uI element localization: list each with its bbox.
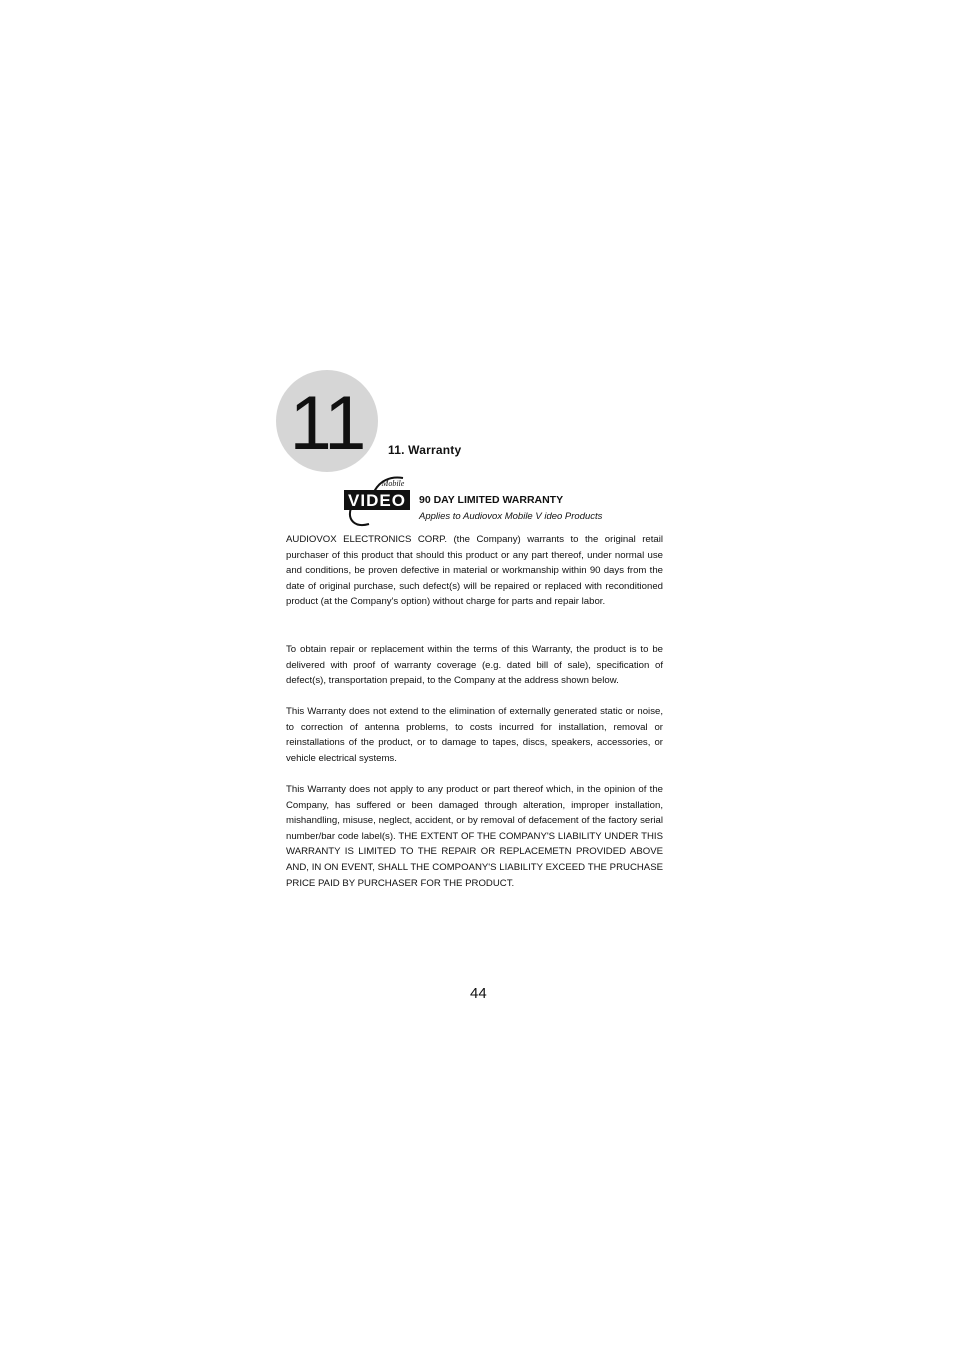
page-number: 44 (470, 985, 487, 1002)
section-heading: 11. Warranty (388, 443, 462, 457)
warranty-paragraph-coverage: AUDIOVOX ELECTRONICS CORP. (the Company) warrants to the original retail purchaser of this product that should this product or any part thereof, under normal use and conditions, be proven defective in material or workmanship within 90 days from the date of original purchase, such defect(s) will be repaired or replaced with reconditioned product (at the Company's option) without charge for parts and repair labor. (286, 534, 663, 608)
warranty-paragraph-repair: To obtain repair or replacement within the terms of this Warranty, the product is to be delivered with proof of warranty coverage (e.g. dated bill of sale), specification of defect(s), transportation prepaid, to the Company at the address shown below. (286, 644, 663, 687)
logo-cursive: Mobile (381, 479, 405, 488)
warranty-subtitle: Applies to Audiovox Mobile V ideo Products (419, 511, 603, 522)
warranty-paragraph-liability: This Warranty does not apply to any product or part thereof which, in the opinion of the Company, has suffered or been damaged through alteration, improper installation, mishandling, misuse, neglect, accident, or by removal of defacement of the factory serial number/bar code label(s). THE EXTENT OF THE COMPANY'S LIABILITY UNDER THIS WARRANTY IS LIMITED TO THE REPAIR OR REPLACEMETN PROVIDED ABOVE AND, IN ON EVENT, SHALL THE COMPOANY'S LIABILITY EXCEED THE PRUCHASE PRICE PAID BY PURCHASER FOR THE PRODUCT. (286, 784, 663, 889)
video-logo-icon (343, 474, 411, 528)
warranty-paragraph-exclusions: This Warranty does not extend to the elimination of externally generated static or noise, to correction of antenna problems, to costs incurred for installation, removal or reinstallations of the product, or to damage to tapes, discs, speakers, accessories, or vehicle electrical systems. (286, 706, 663, 764)
chapter-number: 11 (289, 381, 365, 466)
logo-text: VIDEO (348, 491, 406, 510)
warranty-title: 90 DAY LIMITED WARRANTY (419, 494, 564, 506)
